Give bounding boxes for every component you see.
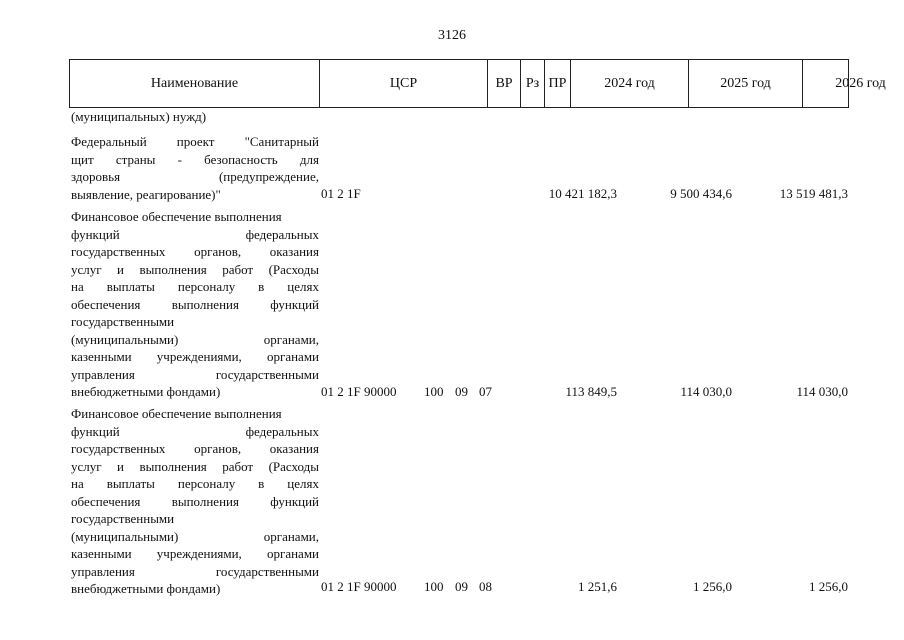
table-header	[69, 59, 886, 108]
row-vr: 100	[424, 384, 444, 399]
row-name	[71, 405, 319, 598]
row-rz: 09	[455, 579, 468, 594]
row-name	[71, 208, 319, 401]
row-2026: 13 519 481,3	[779, 186, 848, 201]
row-2024: 1 251,6	[578, 579, 617, 594]
row-rz: 09	[455, 384, 468, 399]
row-name-line: здоровья (предупреждение,	[71, 169, 319, 184]
row-name-line: управления государственными	[71, 366, 319, 382]
page-number: 3126	[438, 28, 466, 43]
row-csr: 01 2 1F 90000	[321, 579, 397, 594]
row-2025: 114 030,0	[680, 384, 732, 399]
row-name-line: обеспечения выполнения функций	[71, 493, 319, 509]
row-name-line: обеспечения выполнения функций	[71, 296, 319, 312]
column-header-csr: ЦСР	[320, 60, 488, 107]
row-name-line: казенными учреждениями, органами	[71, 546, 319, 561]
column-header-2024: 2024 год	[571, 60, 689, 107]
row-name-line: на выплаты персоналу в целях	[71, 279, 319, 294]
column-header-pr: ПР	[545, 60, 571, 107]
row-name-line: государственными	[71, 511, 175, 526]
continuation-text: (муниципальных) нужд)	[71, 109, 207, 124]
row-2024: 10 421 182,3	[548, 186, 617, 201]
column-header-name: Наименование	[70, 60, 320, 107]
row-name-line: государственных органов, оказания	[71, 441, 319, 456]
row-2026: 114 030,0	[796, 384, 848, 399]
row-name-line: щит страны - безопасность для	[71, 151, 319, 167]
row-name-line: государственными	[71, 314, 175, 329]
row-name-line: функций федеральных	[71, 423, 319, 439]
row-name-line: Федеральный проект "Санитарный	[71, 134, 319, 149]
row-name-line: услуг и выполнения работ (Расходы	[71, 458, 319, 474]
row-name-line: управления государственными	[71, 563, 319, 579]
row-name-line: государственных органов, оказания	[71, 244, 319, 259]
row-pr: 07	[479, 384, 492, 399]
row-name-line: Финансовое обеспечение выполнения	[71, 209, 282, 224]
row-pr: 08	[479, 579, 492, 594]
row-name-line: функций федеральных	[71, 226, 319, 242]
row-2024: 113 849,5	[565, 384, 617, 399]
column-header-2025: 2025 год	[689, 60, 803, 107]
row-2026: 1 256,0	[809, 579, 848, 594]
row-name-line: (муниципальными) органами,	[71, 331, 319, 347]
row-name-line: выявление, реагирование)"	[71, 186, 221, 202]
row-csr: 01 2 1F 90000	[321, 384, 397, 399]
row-name-line: казенными учреждениями, органами	[71, 349, 319, 364]
row-2025: 1 256,0	[693, 579, 732, 594]
row-name-line: на выплаты персоналу в целях	[71, 476, 319, 491]
column-header-vr: ВР	[488, 60, 521, 107]
column-header-rz: Рз	[521, 60, 545, 107]
row-csr: 01 2 1F	[321, 186, 361, 201]
row-name-line: услуг и выполнения работ (Расходы	[71, 261, 319, 277]
row-name-line: (муниципальными) органами,	[71, 528, 319, 544]
row-name-line: внебюджетными фондами)	[71, 581, 221, 596]
row-2025: 9 500 434,6	[670, 186, 732, 201]
column-header-2026: 2026 год	[835, 76, 886, 91]
row-name	[71, 133, 319, 203]
row-name-line: внебюджетными фондами)	[71, 384, 221, 399]
row-name-line: Финансовое обеспечение выполнения	[71, 406, 282, 421]
row-vr: 100	[424, 579, 444, 594]
